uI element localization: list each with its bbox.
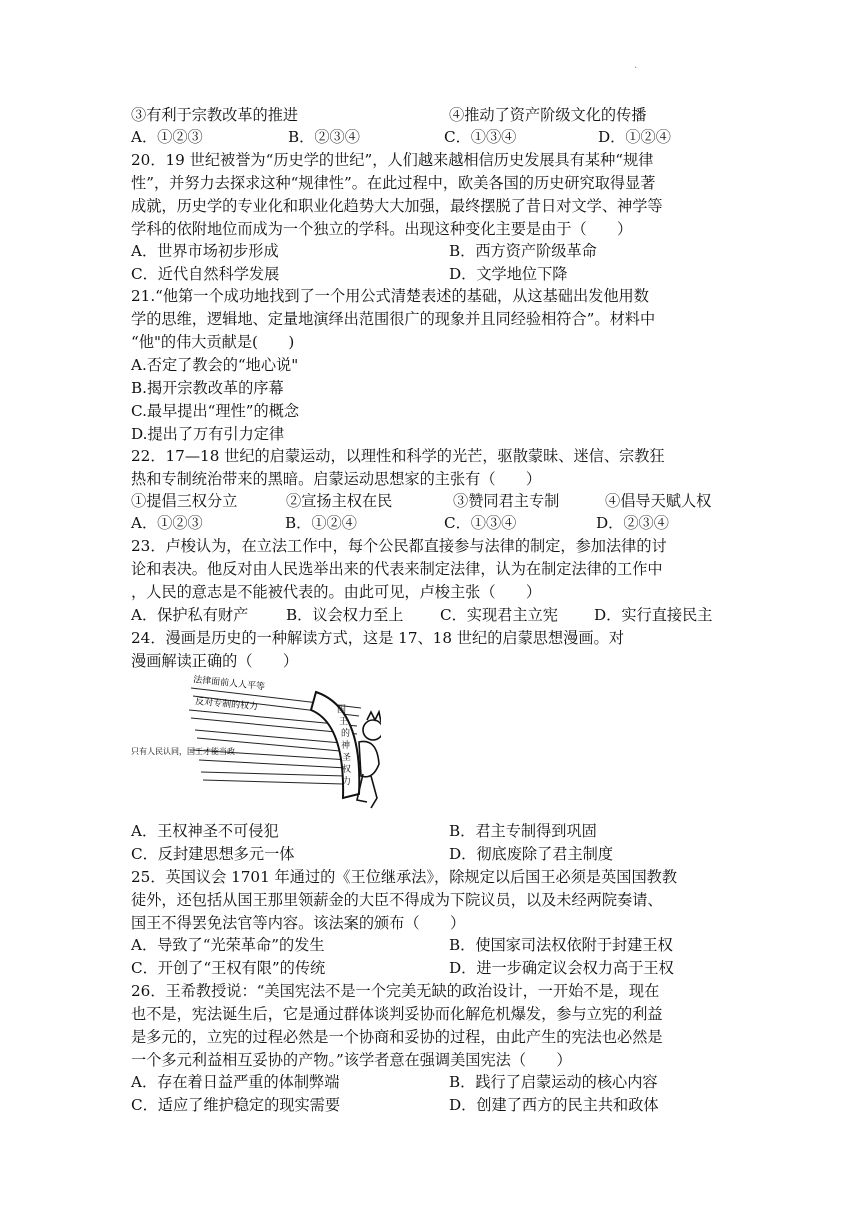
cartoon-ray-label: 反对专制的权力 <box>194 696 259 712</box>
q22-option-b: B．①②④ <box>285 514 357 532</box>
q25-stem-line: 徒外，还包括从国王那里领薪金的大臣不得成为下院议员，以及未经两院奏请、 <box>131 891 663 909</box>
q20-option-d: D．文学地位下降 <box>449 265 568 283</box>
q25-stem-line: 国王不得罢免法官等内容。该法案的颁布（ ） <box>131 914 466 932</box>
q25-option-c: C．开创了“王权有限”的传统 <box>131 959 326 977</box>
q24-stem-line: 漫画解读正确的（ ） <box>131 652 299 670</box>
cartoon-shield <box>311 692 359 798</box>
q24-option-c: C．反封建思想多元一体 <box>131 845 295 863</box>
q22-stem-line: 热和专制统治带来的黑暗。启蒙运动思想家的主张有（ ） <box>131 470 542 488</box>
q21-option-b: B.揭开宗教改革的序幕 <box>131 379 284 397</box>
q23-stem-line: ，人民的意志是不能被代表的。由此可见，卢梭主张（ ） <box>131 583 542 601</box>
q25-option-d: D．进一步确定议会权力高于王权 <box>449 959 674 977</box>
q26-stem-line: 是多元的，立宪的过程必然是一个协商和妥协的过程，由此产生的宪法也必然是 <box>131 1028 663 1046</box>
q20-stem-line: 学科的依附地位而成为一个独立的学科。出现这种变化主要是由于（ ） <box>131 220 633 238</box>
q21-option-d: D.提出了万有引力定律 <box>131 425 285 443</box>
q22-option-d: D．②③④ <box>596 514 669 532</box>
header-mark: . <box>634 60 638 71</box>
q20-option-b: B．西方资产阶级革命 <box>449 242 597 260</box>
q22-stem-line: 22．17—18 世纪的启蒙运动，以理性和科学的光芒，驱散蒙昧、迷信、宗教狂 <box>131 447 665 465</box>
q20-option-c: C．近代自然科学发展 <box>131 265 280 283</box>
q26-option-a: A．存在着日益严重的体制弊端 <box>131 1073 340 1091</box>
q20-stem-line: 成就，历史学的专业化和职业化趋势大大加强，最终摆脱了昔日对文学、神学等 <box>131 197 663 215</box>
enlightenment-cartoon <box>131 668 381 818</box>
q21-stem-line: 学的思维，逻辑地、定量地演绎出范围很广的现象并且同经验相符合”。材料中 <box>131 310 656 328</box>
q26-stem-line: 一个多元利益相互妥协的产物。”该学者意在强调美国宪法（ ） <box>131 1051 572 1069</box>
q19-item-4: ④推动了资产阶级文化的传播 <box>449 106 647 124</box>
q24-stem-line: 24．漫画是历史的一种解读方式，这是 17、18 世纪的启蒙思想漫画。对 <box>131 629 624 647</box>
q25-option-b: B．使国家司法权依附于封建王权 <box>449 936 673 954</box>
q26-stem-line: 也不是，宪法诞生后，它是通过群体谈判妥协而化解危机爆发，参与立宪的利益 <box>131 1005 663 1023</box>
q26-stem-line: 26．王希教授说：“美国宪法不是一个完美无缺的政治设计，一开始不是，现在 <box>131 982 660 1000</box>
q22-item-3: ③赞同君主专制 <box>453 492 560 510</box>
q24-option-d: D．彻底废除了君主制度 <box>449 845 614 863</box>
q23-option-b: B．议会权力至上 <box>286 606 404 624</box>
q24-option-b: B．君主专制得到巩固 <box>449 822 597 840</box>
shield-char: 神 <box>341 740 351 750</box>
q20-stem-line: 性”，并努力去探求这种“规律性”。在此过程中，欧美各国的历史研究取得显著 <box>131 174 656 192</box>
q23-option-a: A．保护私有财产 <box>131 606 249 624</box>
q23-stem-line: 论和表决。他反对由人民选举出来的代表来制定法律，认为在制定法律的工作中 <box>131 560 663 578</box>
q23-option-c: C．实现君主立宪 <box>440 606 558 624</box>
q20-stem-line: 20．19 世纪被誉为“历史学的世纪”，人们越来越相信历史发展具有某种“规律 <box>131 151 654 169</box>
q21-option-a: A.否定了教会的“地心说" <box>131 356 299 374</box>
q26-option-c: C．适应了维护稳定的现实需要 <box>131 1096 341 1114</box>
q26-option-d: D．创建了西方的民主共和政体 <box>449 1096 659 1114</box>
shield-char: 权 <box>342 764 352 774</box>
q21-option-c: C.最早提出“理性”的概念 <box>131 402 300 420</box>
q25-option-a: A．导致了“光荣革命”的发生 <box>131 936 325 954</box>
cartoon-ray-label: 法律面前人人平等 <box>192 674 266 692</box>
q22-item-2: ②宣扬主权在民 <box>286 492 393 510</box>
q24-option-a: A．王权神圣不可侵犯 <box>131 822 279 840</box>
q23-option-d: D．实行直接民主 <box>594 606 713 624</box>
q19-item-3: ③有利于宗教改革的推进 <box>131 106 299 124</box>
shield-char: 王 <box>339 716 349 726</box>
fleeing-king-figure <box>357 712 381 808</box>
q19-option-d: D．①②④ <box>598 128 671 146</box>
q21-stem-line: “他"的伟大贡献是( ) <box>131 333 295 351</box>
q23-stem-line: 23．卢梭认为，在立法工作中，每个公民都直接参与法律的制定，参加法律的讨 <box>131 537 667 555</box>
cartoon-ray-label: 只有人民认同，国王才能当政 <box>131 747 235 756</box>
q26-option-b: B．践行了启蒙运动的核心内容 <box>449 1073 658 1091</box>
q22-item-1: ①提倡三权分立 <box>131 492 238 510</box>
shield-char: 的 <box>341 728 351 738</box>
q21-stem-line: 21.“他第一个成功地找到了一个用公式清楚表述的基础，从这基础出发他用数 <box>131 287 649 305</box>
q22-option-c: C．①③④ <box>444 514 517 532</box>
q20-option-a: A．世界市场初步形成 <box>131 242 279 260</box>
q19-option-b: B．②③④ <box>288 128 360 146</box>
shield-char: 力 <box>342 776 352 786</box>
q19-option-c: C．①③④ <box>444 128 517 146</box>
shield-char: 圣 <box>342 752 352 762</box>
q25-stem-line: 25．英国议会 1701 年通过的《王位继承法》，除规定以后国王必须是英国国教教 <box>131 868 678 886</box>
shield-char: 国 <box>337 704 347 714</box>
q19-option-a: A．①②③ <box>131 128 203 146</box>
q22-option-a: A．①②③ <box>131 514 203 532</box>
q22-item-4: ④倡导天赋人权 <box>605 492 712 510</box>
